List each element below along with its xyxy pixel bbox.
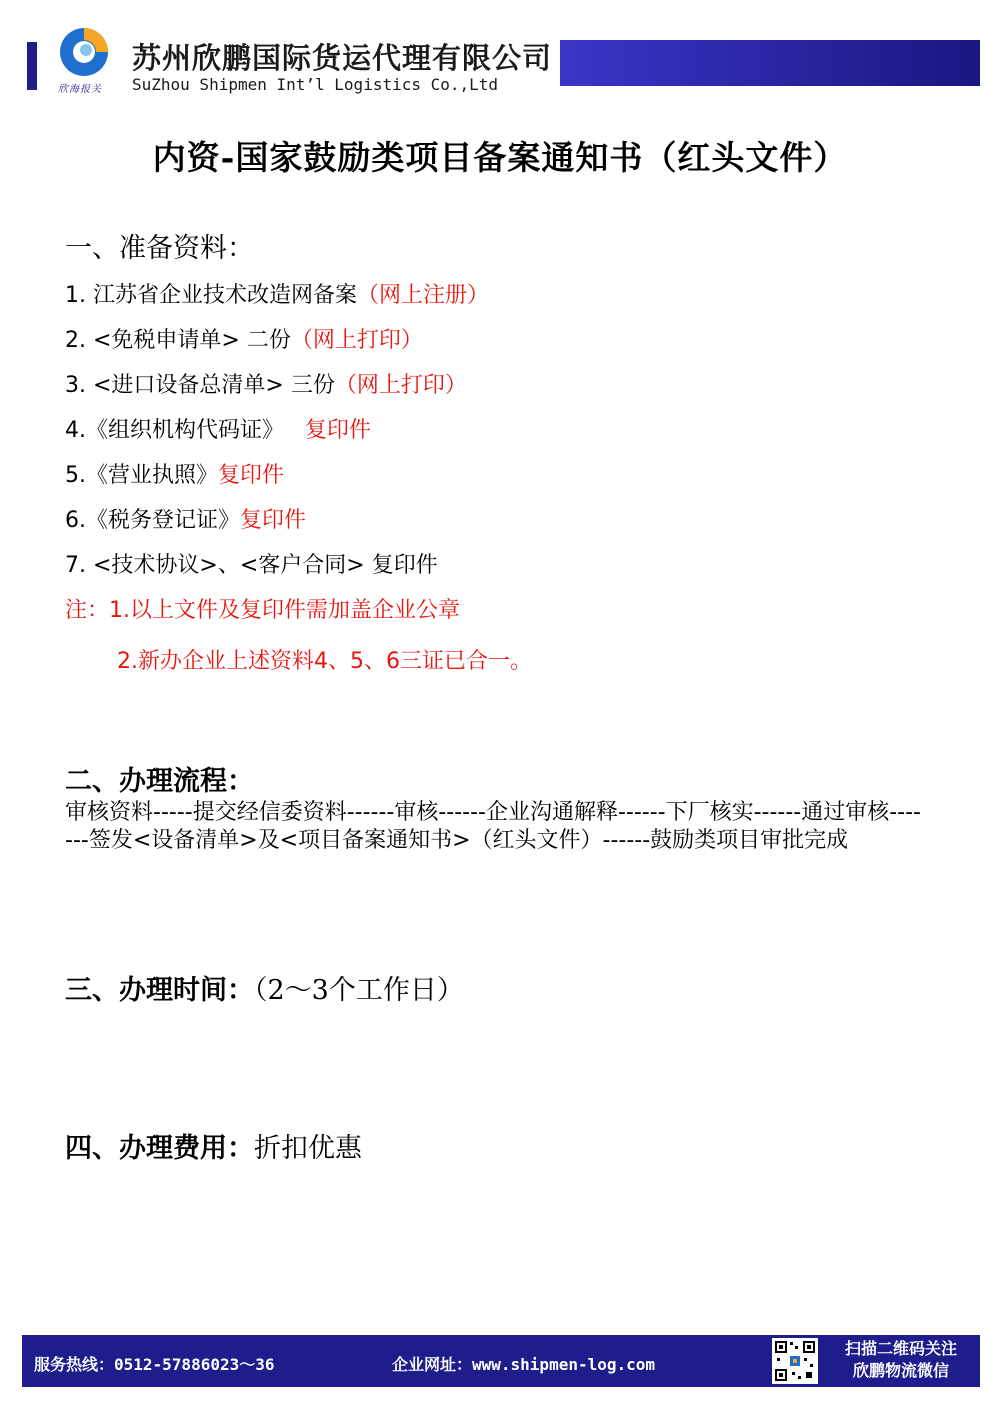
note-line-1: 注：1.以上文件及复印件需加盖企业公章 [65, 598, 460, 623]
company-name-en: SuZhou Shipmen Int’l Logistics Co.,Ltd [132, 75, 499, 94]
document-title: 内资-国家鼓励类项目备案通知书（红头文件） [152, 138, 848, 177]
company-name-cn: 苏州欣鹏国际货运代理有限公司 [132, 41, 553, 75]
list-item: 7. <技术协议>、<客户合同> 复印件 [65, 553, 438, 578]
list-item: 2. <免税申请单> 二份（网上打印） [65, 328, 423, 353]
section-processing-time: 三、办理时间：（2～3个工作日） [65, 975, 464, 1006]
footer-website[interactable]: 企业网址：www.shipmen-log.com [392, 1355, 656, 1374]
list-item: 3. <进口设备总清单> 三份（网上打印） [65, 373, 467, 398]
logo-caption: 欣海报关 [58, 84, 102, 95]
process-text: 审核资料-----提交经信委资料------审核------企业沟通解释------下厂核实------通过审核-------签发<设备清单>及<项目备案通知书>（红头文件）------鼓励类项目审批完成 [65, 800, 921, 853]
list-item: 4.《组织机构代码证》 复印件 [65, 418, 371, 443]
qr-code-icon [772, 1338, 818, 1384]
header-left-bar [27, 42, 37, 90]
footer-hotline: 服务热线：0512-57886023～36 [34, 1355, 275, 1374]
list-item: 1. 江苏省企业技术改造网备案（网上注册） [65, 283, 489, 308]
list-item: 5.《营业执照》复印件 [65, 463, 285, 488]
section-prep-materials: 一、准备资料： [65, 233, 254, 264]
section-processing-fee: 四、办理费用：折扣优惠 [65, 1133, 362, 1164]
footer-qr-caption: 扫描二维码关注 欣鹏物流微信 [844, 1339, 957, 1380]
list-item: 6.《税务登记证》复印件 [65, 508, 307, 533]
header-right-bar [560, 40, 980, 86]
note-line-2: 2.新办企业上述资料4、5、6三证已合一。 [117, 649, 532, 674]
section-process: 二、办理流程： [65, 766, 254, 797]
company-logo-icon [58, 26, 110, 78]
